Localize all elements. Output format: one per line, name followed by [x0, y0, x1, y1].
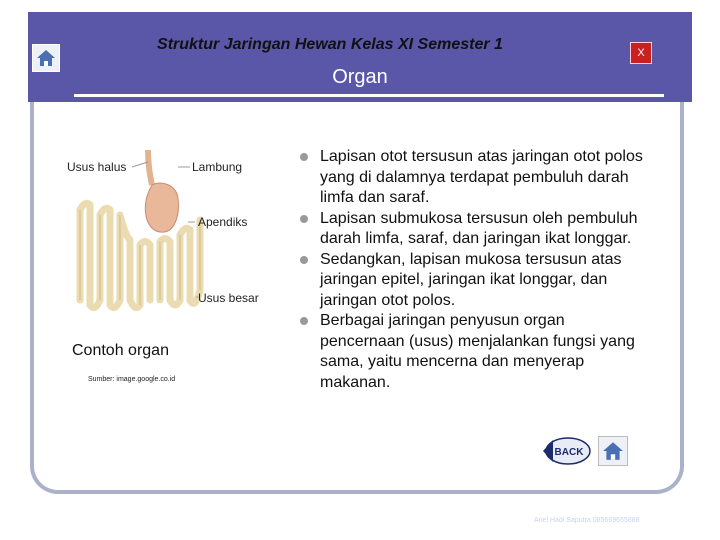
bullet-text: Sedangkan, lapisan mukosa tersusun atas jaringan epitel, jaringan ikat longgar, dan jaringan otot polos. — [320, 250, 622, 309]
footer-credit: Ariel Hadi Saputra 085669655888 — [534, 517, 640, 524]
label-lambung: Lambung — [192, 160, 243, 174]
bullet-icon — [300, 153, 308, 161]
bullet-text: Berbagai jaringan penyusun organ pencernaan (usus) menjalankan fungsi yang sama, yaitu mencerna dan menyerap makanan. — [320, 312, 635, 391]
label-apendiks: Apendiks — [198, 215, 248, 229]
list-item — [300, 147, 650, 209]
bullet-icon — [300, 215, 308, 223]
diagram-caption: Contoh organ — [72, 342, 169, 359]
label-usus-besar: Usus besar — [198, 291, 259, 305]
header-divider — [74, 94, 664, 97]
back-label: BACK — [554, 447, 584, 458]
home-icon — [602, 440, 624, 462]
list-item — [300, 311, 650, 393]
list-item — [300, 250, 650, 312]
page-title — [28, 36, 692, 54]
bullet-list — [300, 147, 650, 393]
close-button[interactable]: X — [630, 42, 652, 64]
home-icon — [36, 48, 56, 68]
back-arrow-icon — [541, 436, 591, 466]
list-item — [300, 209, 650, 250]
digestive-organ-diagram — [60, 150, 300, 340]
header-banner — [28, 12, 692, 102]
back-button[interactable] — [541, 436, 591, 466]
bullet-text: Lapisan submukosa tersusun oleh pembuluh darah limfa, saraf, dan jaringan ikat longgar. — [320, 209, 638, 247]
home-button-top[interactable] — [32, 44, 60, 72]
bullet-icon — [300, 317, 308, 325]
label-usus-halus: Usus halus — [67, 160, 127, 174]
bullet-text: Lapisan otot tersusun atas jaringan otot polos yang di dalamnya terdapat pembuluh darah limfa dan saraf. — [320, 148, 643, 206]
section-title: Organ — [332, 66, 388, 88]
image-source: Sumber: image.google.co.id — [88, 376, 176, 383]
home-button-bottom[interactable] — [598, 436, 628, 466]
page-title-text: Struktur Jaringan Hewan Kelas XI Semester 1 — [157, 36, 503, 53]
bullet-icon — [300, 256, 308, 264]
